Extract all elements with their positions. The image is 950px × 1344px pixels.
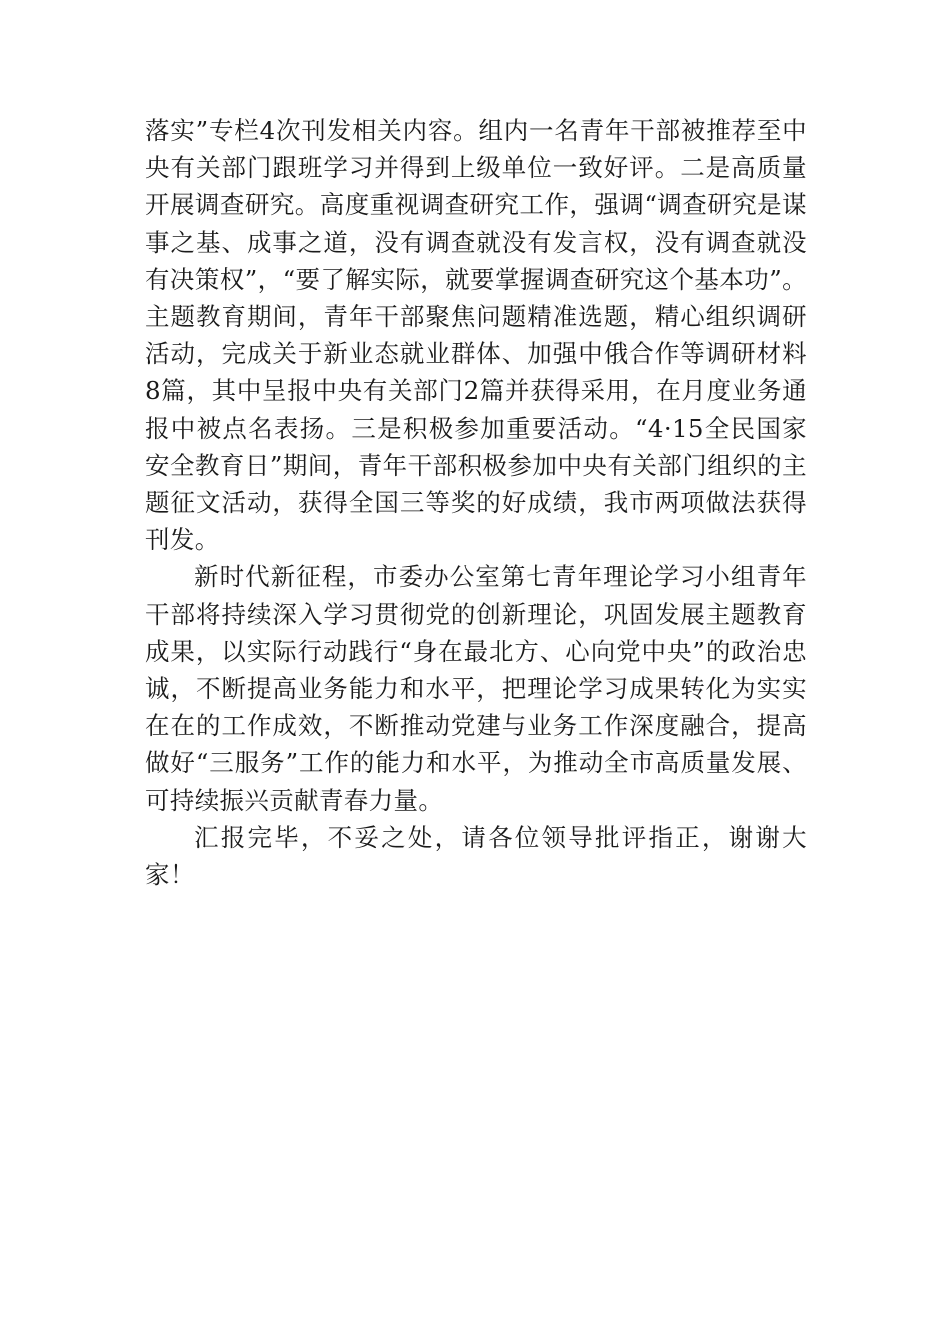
paragraph-outlook: 新时代新征程，市委办公室第七青年理论学习小组青年干部将持续深入学习贯彻党的创新理论，巩固发展主题教育成果，以实际行动践行“身在最北方、心向党中央”的政治忠诚，不断提高业务能力和水平，把理论学习成果转化为实实在在的工作成效，不断推动党建与业务工作深度融合，提高做好“三服务”工作的能力和水平，为推动全市高质量发展、可持续振兴贡献青春力量。 (145, 562, 807, 815)
paragraph-closing: 汇报完毕，不妥之处，请各位领导批评指正，谢谢大家！ (145, 822, 807, 890)
body-text (145, 112, 807, 893)
paragraph-continuation: 落实”专栏4次刊发相关内容。组内一名青年干部被推荐至中央有关部门跟班学习并得到上级单位一致好评。二是高质量开展调查研究。高度重视调查研究工作，强调“调查研究是谋事之基、成事之道，没有调查就没有发言权，没有调查就没有决策权”，“要了解实际，就要掌握调查研究这个基本功”。主题教育期间，青年干部聚焦问题精准选题，精心组织调研活动，完成关于新业态就业群体、加强中俄合作等调研材料8篇，其中呈报中央有关部门2篇并获得采用，在月度业务通报中被点名表扬。三是积极参加重要活动。“4·15全民国家安全教育日”期间，青年干部积极参加中央有关部门组织的主题征文活动，获得全国三等奖的好成绩，我市两项做法获得刊发。 (145, 116, 807, 555)
